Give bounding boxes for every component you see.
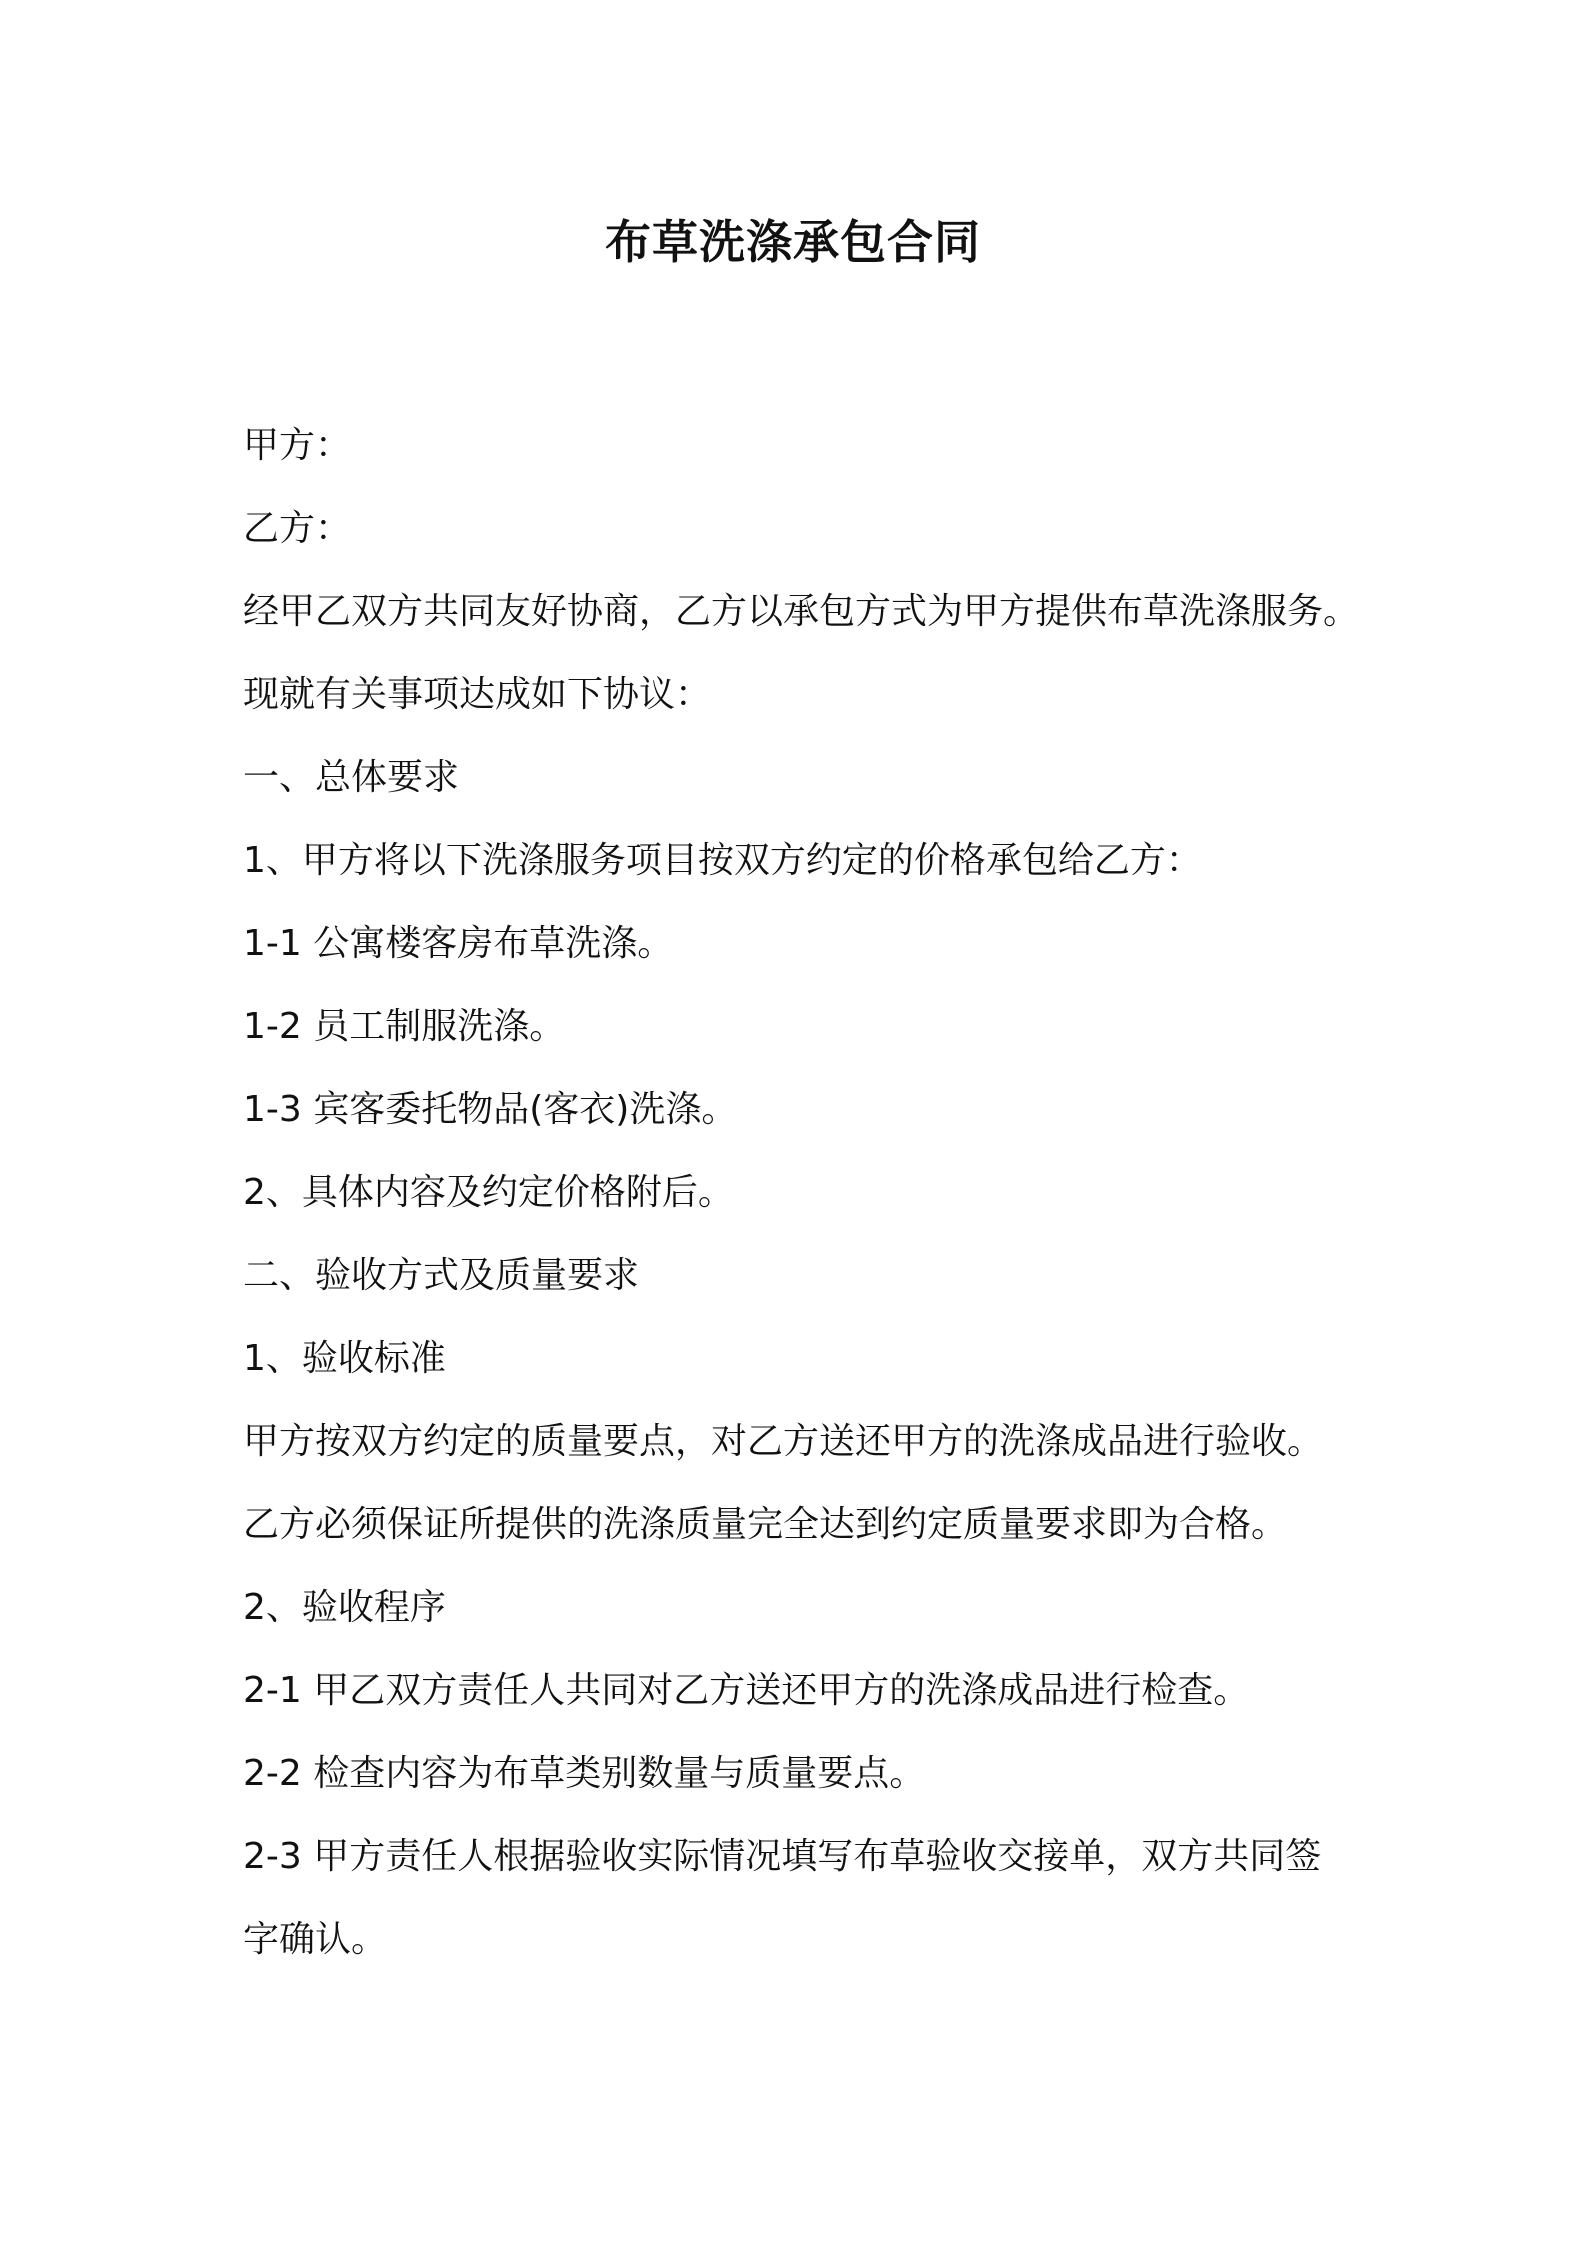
clause-line: 2、具体内容及约定价格附后。 (243, 1172, 734, 1213)
clause-line: 1-3 宾客委托物品(客衣)洗涤。 (243, 1089, 738, 1130)
document-body (243, 404, 1383, 1981)
clause-line: 乙方必须保证所提供的洗涤质量完全达到约定质量要求即为合格。 (243, 1504, 1288, 1545)
preamble-line: 经甲乙双方共同友好协商，乙方以承包方式为甲方提供布草洗涤服务。 (243, 591, 1360, 632)
clause-line: 1-1 公寓楼客房布草洗涤。 (243, 923, 674, 964)
clause-line: 2-1 甲乙双方责任人共同对乙方送还甲方的洗涤成品进行检查。 (243, 1670, 1250, 1711)
subsection-heading: 1、验收标准 (243, 1338, 446, 1379)
clause-line: 字确认。 (243, 1919, 388, 1960)
clause-line: 甲方按双方约定的质量要点，对乙方送还甲方的洗涤成品进行验收。 (243, 1421, 1324, 1462)
document-title: 布草洗涤承包合同 (605, 215, 981, 269)
clause-line: 1-2 员工制服洗涤。 (243, 1006, 566, 1047)
section-heading-acceptance: 二、验收方式及质量要求 (243, 1255, 640, 1296)
clause-line: 2-2 检查内容为布草类别数量与质量要点。 (243, 1753, 926, 1794)
agreement-intro-line: 现就有关事项达成如下协议： (243, 674, 712, 715)
clause-line: 1、甲方将以下洗涤服务项目按双方约定的价格承包给乙方： (243, 840, 1202, 881)
party-a-line: 甲方： (243, 425, 352, 466)
clause-line: 2-3 甲方责任人根据验收实际情况填写布草验收交接单，双方共同签 (243, 1836, 1322, 1877)
subsection-heading: 2、验收程序 (243, 1587, 446, 1628)
party-b-line: 乙方： (243, 508, 352, 549)
section-heading-general: 一、总体要求 (243, 757, 460, 798)
